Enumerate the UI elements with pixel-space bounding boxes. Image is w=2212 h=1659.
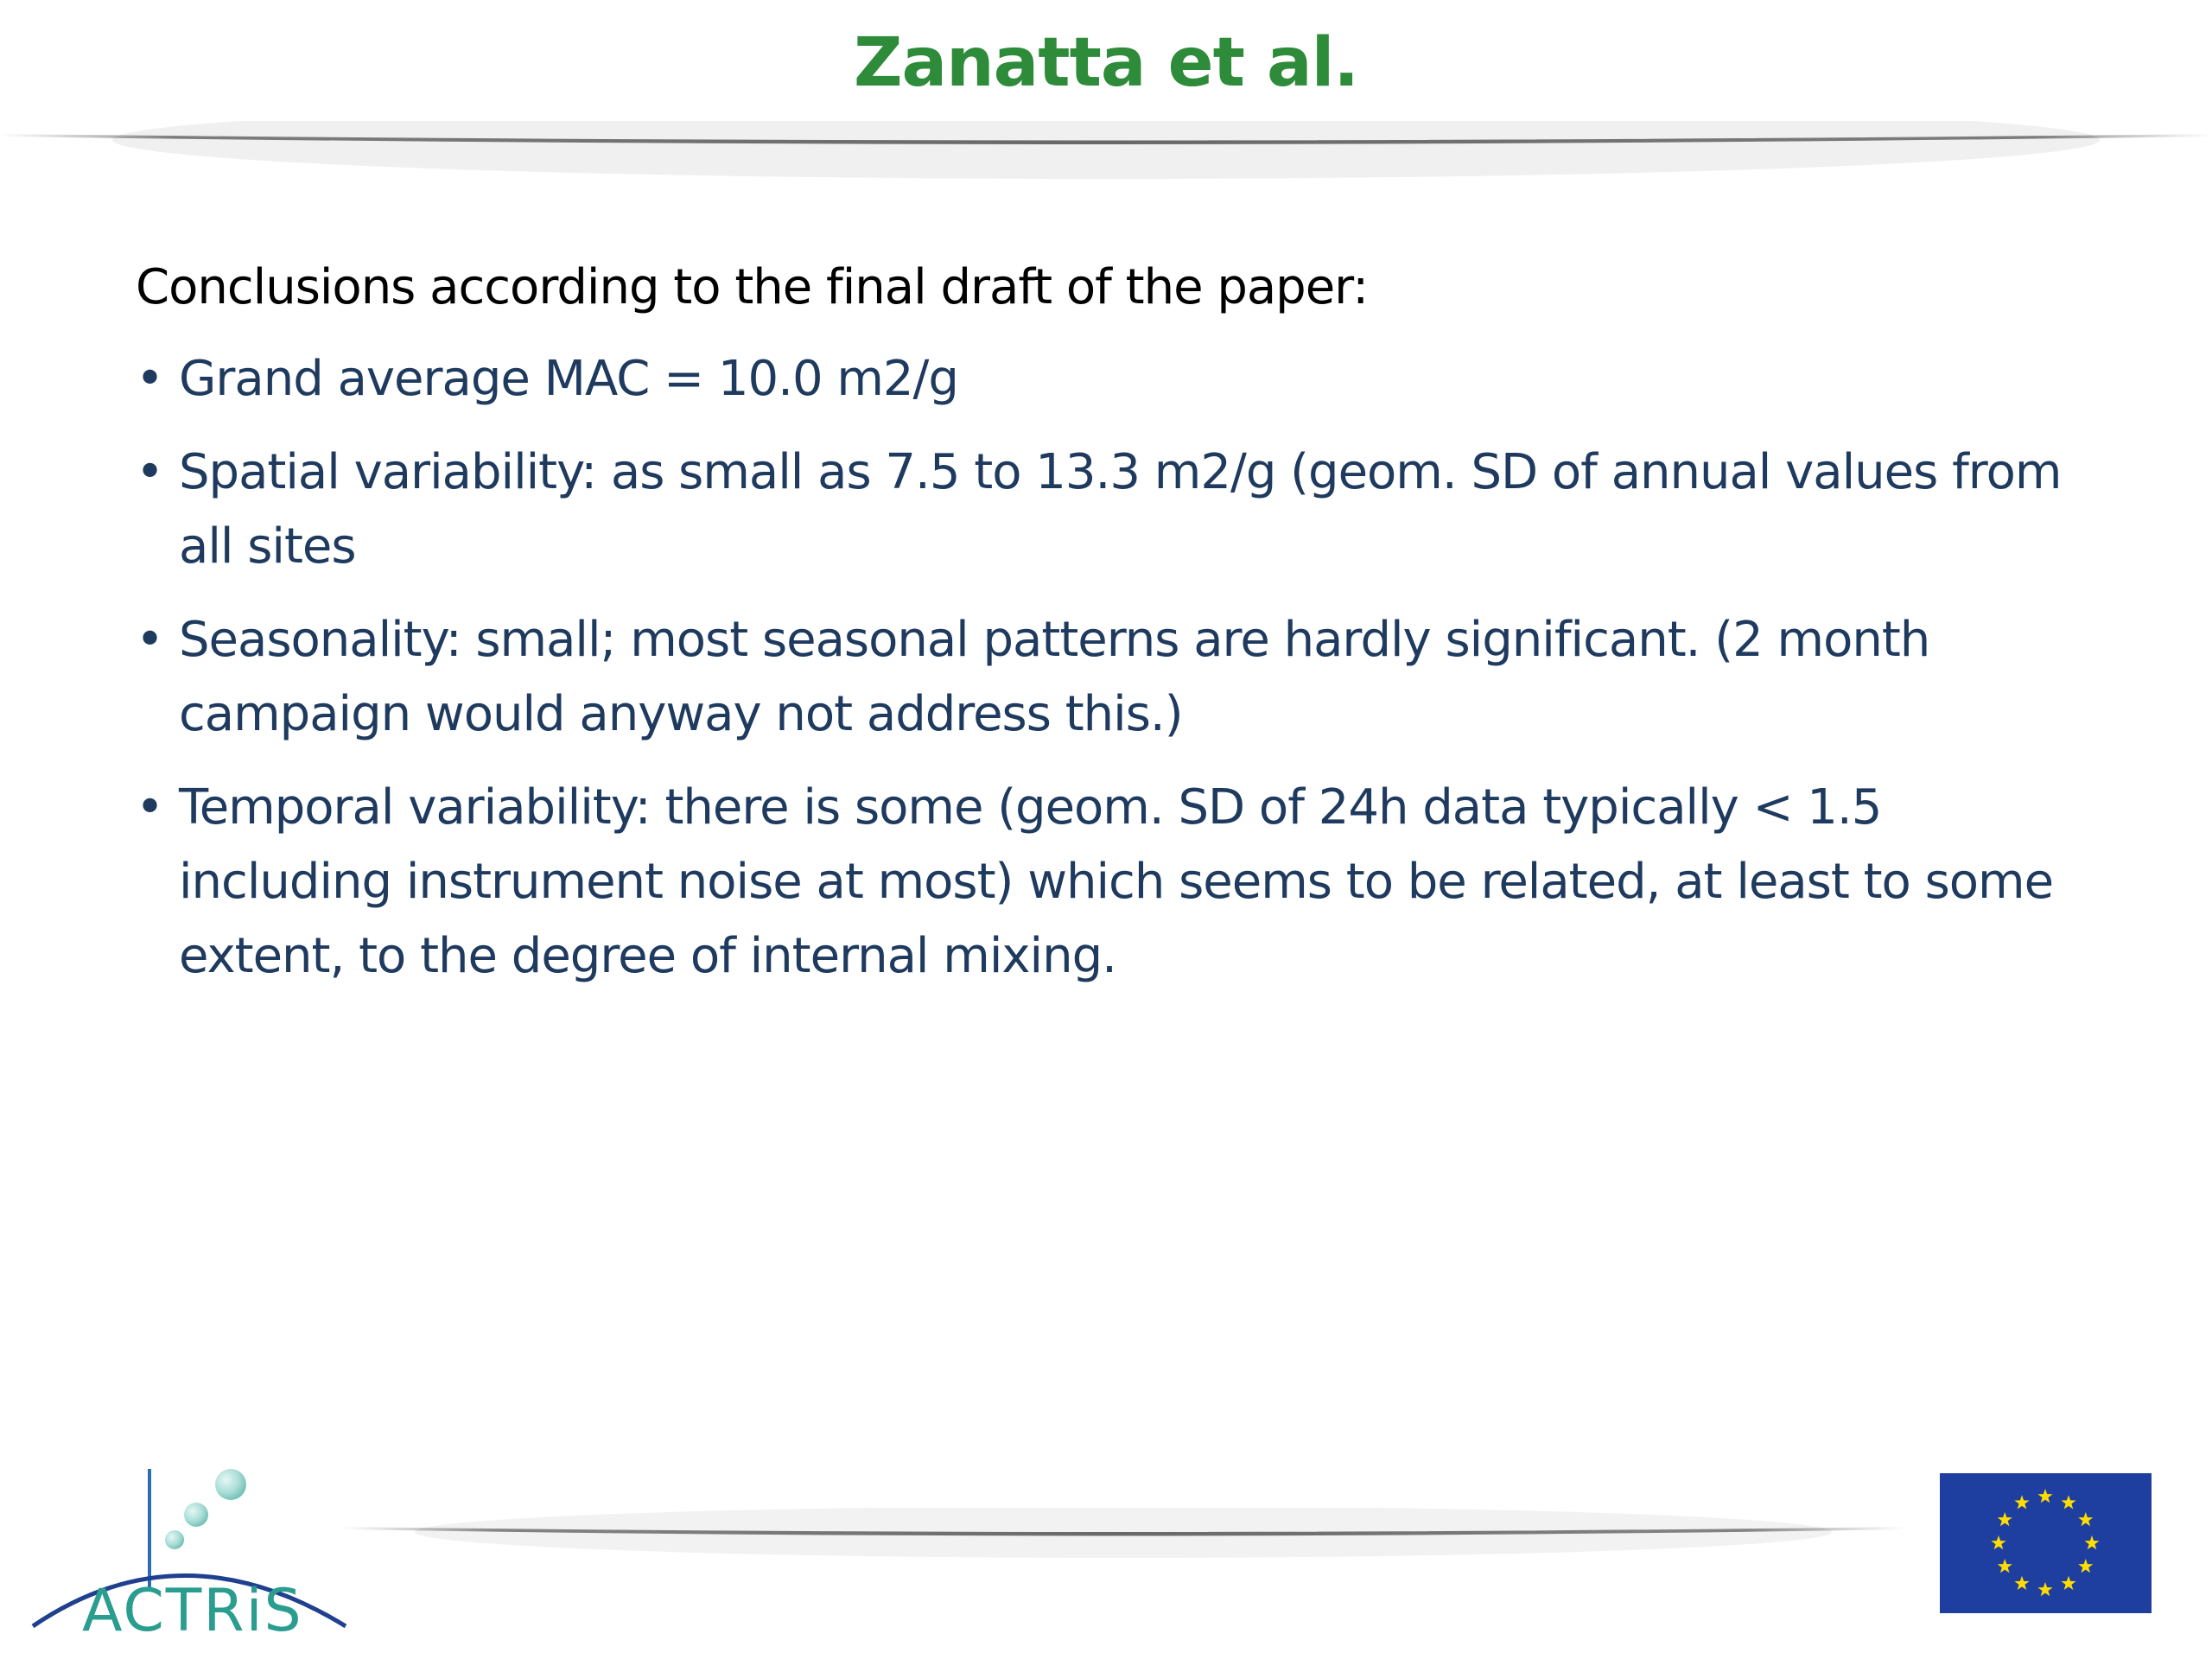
title-divider — [0, 121, 2212, 199]
bullet-item — [136, 342, 2080, 416]
actris-logo — [26, 1460, 354, 1650]
bullet-text: Grand average MAC = 10.0 m2/g — [179, 351, 958, 407]
bullet-item — [136, 435, 2080, 584]
intro-text: Conclusions according to the final draft of the paper: — [136, 259, 1369, 315]
bullet-text: Spatial variability: as small as 7.5 to 13.3 m2/g (geom. SD of annual values from all sites — [179, 444, 2062, 575]
logo-text: ACTRiS — [82, 1577, 303, 1645]
bullet-item — [136, 771, 2080, 994]
bubble-icon — [184, 1503, 208, 1527]
bullet-dot-icon: • — [136, 612, 164, 668]
bullet-dot-icon: • — [136, 351, 164, 407]
eu-flag-icon — [1940, 1473, 2152, 1613]
slide-title: Zanatta et al. — [853, 24, 1359, 102]
bullet-list — [136, 342, 2080, 994]
bullet-dot-icon: • — [136, 444, 164, 500]
bubble-icon — [165, 1530, 184, 1549]
slide-body — [136, 251, 2080, 1013]
bubble-icon — [215, 1469, 246, 1500]
bullet-text: Temporal variability: there is some (geom. SD of 24h data typically < 1.5 including instrument noise at most) which seems to be related, at least to some extent, to the degree of internal mixing. — [179, 779, 2054, 984]
footer-divider — [341, 1508, 1905, 1568]
bullet-text: Seasonality: small; most seasonal patterns are hardly significant. (2 month campaign would anyway not address this.) — [179, 612, 1930, 742]
bullet-item — [136, 603, 2080, 752]
bullet-dot-icon: • — [136, 779, 164, 836]
